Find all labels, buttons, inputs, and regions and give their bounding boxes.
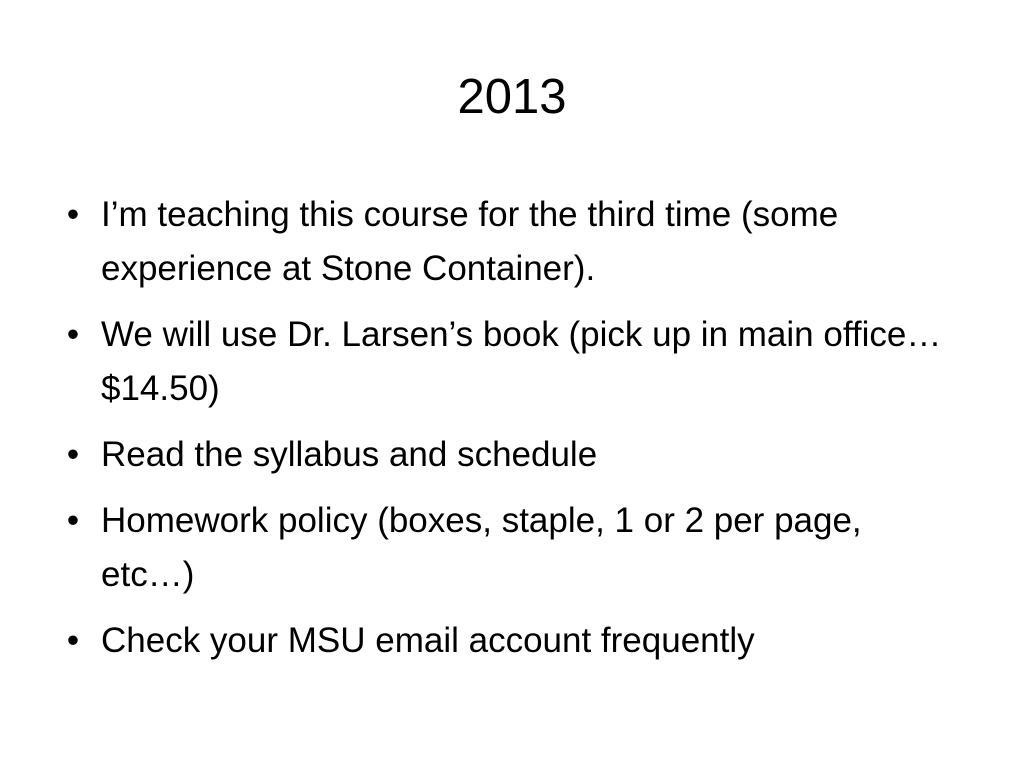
bullet-text: Homework policy (boxes, staple, 1 or 2 per page, etc…)	[101, 501, 862, 594]
bullet-dot-icon: •	[66, 195, 80, 234]
bullet-dot-icon: •	[66, 621, 80, 660]
bullet-dot-icon: •	[66, 435, 80, 474]
bullet-item	[60, 494, 960, 602]
bullet-text: Read the syllabus and schedule	[101, 435, 598, 474]
bullet-dot-icon: •	[66, 501, 80, 540]
bullet-text: Check your MSU email account frequently	[101, 621, 755, 660]
bullet-text: I’m teaching this course for the third time (some experience at Stone Container).	[101, 195, 839, 288]
bullet-item	[60, 428, 960, 482]
bullet-text: We will use Dr. Larsen’s book (pick up in main office…$14.50)	[101, 315, 942, 408]
bullet-item	[60, 188, 960, 296]
bullet-list	[60, 188, 960, 680]
bullet-dot-icon: •	[66, 315, 80, 354]
slide-title: 2013	[457, 70, 567, 124]
bullet-item	[60, 614, 960, 668]
bullet-item	[60, 308, 960, 416]
